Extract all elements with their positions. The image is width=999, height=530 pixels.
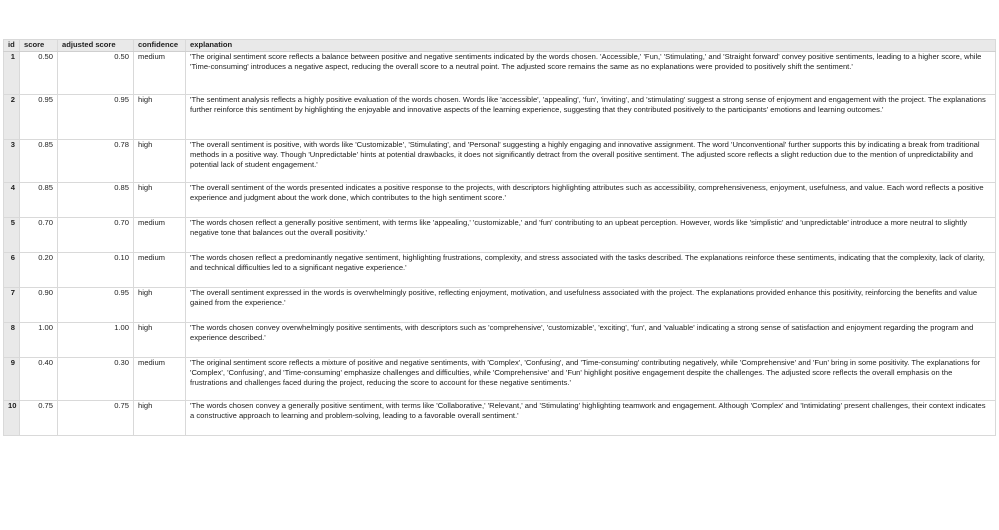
- table-row: [4, 183, 996, 218]
- score-cell: 1.00: [20, 323, 58, 358]
- explanation-cell: 'The sentiment analysis reflects a highly positive evaluation of the words chosen. Words like 'accessible', 'appealing', 'fun', 'inviting', and 'stimulating' suggest a strong sense of enjoyment and engagement with the project. The explanations further reinforce this sentiment by highlighting the enjoyable and innovative aspects of the learning experience, suggesting that they contributed positively to the participants' emotions and learning outcomes.': [186, 95, 996, 140]
- header-score[interactable]: score: [20, 40, 58, 52]
- table-row: [4, 52, 996, 95]
- header-id[interactable]: id: [4, 40, 20, 52]
- row-id: 6: [4, 253, 20, 288]
- adjusted-score-cell: 0.10: [58, 253, 134, 288]
- confidence-cell: high: [134, 95, 186, 140]
- adjusted-score-cell: 1.00: [58, 323, 134, 358]
- adjusted-score-cell: 0.85: [58, 183, 134, 218]
- explanation-cell: 'The words chosen convey overwhelmingly positive sentiments, with descriptors such as 'comprehensive', 'customizable', 'exciting', 'fun', and 'valuable' indicating a strong sense of satisfaction and enjoyment regarding the program and experience described.': [186, 323, 996, 358]
- table-row: [4, 95, 996, 140]
- table-header-row: [4, 40, 996, 52]
- score-cell: 0.85: [20, 183, 58, 218]
- adjusted-score-cell: 0.30: [58, 358, 134, 401]
- table-row: [4, 288, 996, 323]
- explanation-cell: 'The original sentiment score reflects a balance between positive and negative sentiments indicated by the words chosen. 'Accessible,' 'Fun,' 'Stimulating,' and 'Straight forward' convey positive sentiments, leading to a higher score, while 'Time-consuming' introduces a negative aspect, reducing the overall score to a neutral point. The adjusted score remains the same as no explanations were provided to positively shift the sentiment.': [186, 52, 996, 95]
- score-cell: 0.50: [20, 52, 58, 95]
- header-explanation[interactable]: explanation: [186, 40, 996, 52]
- table-row: [4, 401, 996, 436]
- explanation-cell: 'The original sentiment score reflects a mixture of positive and negative sentiments, with 'Complex', 'Confusing', and 'Time-consuming' contributing negatively, while 'Comprehensive' and 'Fun' bring in some positivity. The explanations for 'Complex', 'Confusing', and 'Time-consuming' emphasize challenges and difficulties, while 'Comprehensive' and 'Fun' highlight positive engagement despite the challenges. The adjusted score reflects the overall emphasis on the frustrations and challenges faced during the project, reducing the score to account for these negative sentiments.': [186, 358, 996, 401]
- score-cell: 0.95: [20, 95, 58, 140]
- table-row: [4, 140, 996, 183]
- adjusted-score-cell: 0.50: [58, 52, 134, 95]
- table-row: [4, 218, 996, 253]
- adjusted-score-cell: 0.95: [58, 95, 134, 140]
- row-id: 10: [4, 401, 20, 436]
- row-id: 2: [4, 95, 20, 140]
- explanation-cell: 'The overall sentiment of the words presented indicates a positive response to the projects, with descriptors highlighting attributes such as accessibility, comprehensiveness, enjoyment, usefulness, and value. Each word reflects a positive experience and judgment about the work done, which contributes to the high sentiment score.': [186, 183, 996, 218]
- explanation-cell: 'The words chosen convey a generally positive sentiment, with terms like 'Collaborative,' 'Relevant,' and 'Stimulating' highlighting teamwork and engagement. Although 'Complex' and 'Intimidating' present challenges, their context indicates a constructive approach to learning and problem-solving, leading to a favorable overall sentiment.': [186, 401, 996, 436]
- table-row: [4, 323, 996, 358]
- row-id: 5: [4, 218, 20, 253]
- header-adjusted-score[interactable]: adjusted score: [58, 40, 134, 52]
- table-row: [4, 358, 996, 401]
- clipped-caption: [0, 0, 999, 20]
- score-cell: 0.85: [20, 140, 58, 183]
- explanation-cell: 'The words chosen reflect a predominantly negative sentiment, highlighting frustrations, complexity, and stress associated with the tasks described. The explanations reinforce these sentiments, indicating that the complexity, lack of clarity, and technical difficulties led to a significant negative experience.': [186, 253, 996, 288]
- confidence-cell: high: [134, 401, 186, 436]
- score-cell: 0.20: [20, 253, 58, 288]
- adjusted-score-cell: 0.95: [58, 288, 134, 323]
- explanation-cell: 'The overall sentiment is positive, with words like 'Customizable', 'Stimulating', and 'Personal' suggesting a highly engaging and innovative assignment. The word 'Unconventional' further supports this by indicating a break from traditional methods in a positive way. Though 'Unpredictable' hints at potential drawbacks, it does not significantly detract from the overall positive sentiment. The adjusted score reflects a slight reduction due to the mention of unpredictability and potential lack of student engagement.': [186, 140, 996, 183]
- adjusted-score-cell: 0.75: [58, 401, 134, 436]
- confidence-cell: medium: [134, 253, 186, 288]
- confidence-cell: medium: [134, 52, 186, 95]
- row-id: 3: [4, 140, 20, 183]
- row-id: 7: [4, 288, 20, 323]
- adjusted-score-cell: 0.70: [58, 218, 134, 253]
- confidence-cell: medium: [134, 358, 186, 401]
- score-cell: 0.75: [20, 401, 58, 436]
- confidence-cell: medium: [134, 218, 186, 253]
- adjusted-score-cell: 0.78: [58, 140, 134, 183]
- row-id: 9: [4, 358, 20, 401]
- row-id: 1: [4, 52, 20, 95]
- explanation-cell: 'The words chosen reflect a generally positive sentiment, with terms like 'appealing,' 'customizable,' and 'fun' contributing to an upbeat perception. However, words like 'simplistic' and 'unpredictable' introduce a more neutral to slightly negative tone that balances out the overall positivity.': [186, 218, 996, 253]
- score-cell: 0.70: [20, 218, 58, 253]
- header-confidence[interactable]: confidence: [134, 40, 186, 52]
- confidence-cell: high: [134, 140, 186, 183]
- confidence-cell: high: [134, 323, 186, 358]
- explanation-cell: 'The overall sentiment expressed in the words is overwhelmingly positive, reflecting enjoyment, motivation, and usefulness associated with the project. The explanations provided enhance this positivity, reinforcing the benefits and value gained from the experience.': [186, 288, 996, 323]
- table-row: [4, 253, 996, 288]
- confidence-cell: high: [134, 183, 186, 218]
- score-cell: 0.40: [20, 358, 58, 401]
- confidence-cell: high: [134, 288, 186, 323]
- row-id: 8: [4, 323, 20, 358]
- row-id: 4: [4, 183, 20, 218]
- sentiment-results-table: [3, 39, 996, 436]
- score-cell: 0.90: [20, 288, 58, 323]
